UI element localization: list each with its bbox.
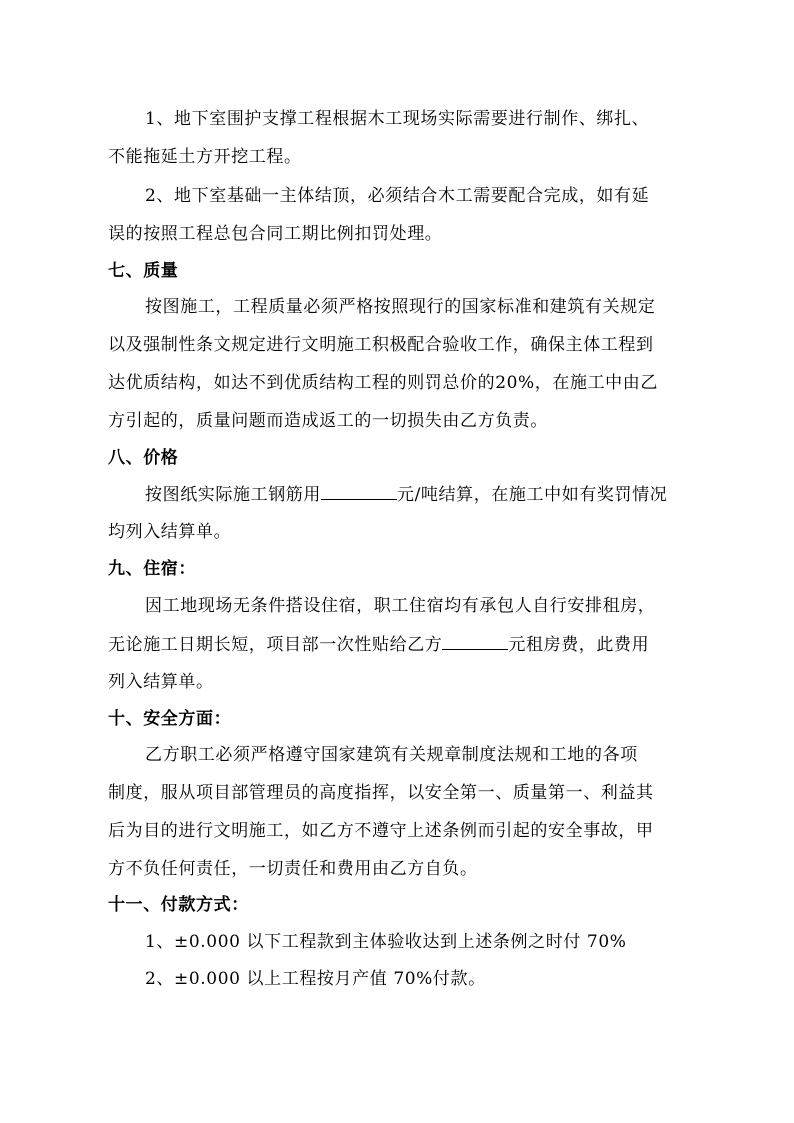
section-10-line-4: 方不负任何责任，一切责任和费用由乙方自负。 [108,859,478,879]
section-7-heading: 七、质量 [108,261,179,281]
section-8-line-1 [145,483,667,506]
section-9-heading: 九、住宿： [108,559,196,579]
price-text-after: 元/吨结算，在施工中如有奖罚情况 [397,485,668,505]
section-10-line-3: 后为目的进行文明施工，如乙方不遵守上述条例而引起的安全事故，甲 [108,821,654,841]
housing-text-after: 元租房费，此费用 [508,635,650,655]
section-10-line-1: 乙方职工必须严格遵守国家建筑有关规章制度法规和工地的各项 [145,745,638,765]
section-11-line-2: 2、±0.000 以上工程按月产值 70%付款。 [145,969,486,989]
section-6-item-2-line-1: 2、地下室基础一主体结顶，必须结合木工需要配合完成，如有延 [145,186,650,206]
section-10-line-2: 制度，服从项目部管理员的高度指挥，以安全第一、质量第一、利益其 [108,783,654,803]
price-text-before: 按图纸实际施工钢筋用 [145,485,321,505]
section-6-item-2-line-2: 误的按照工程总包合同工期比例扣罚处理。 [108,224,443,244]
section-6-item-1-line-1: 1、地下室围护支撑工程根据木工现场实际需要进行制作、绑扎、 [145,109,650,129]
section-9-line-2 [108,633,649,656]
section-6-item-1-line-2: 不能拖延土方开挖工程。 [108,147,302,167]
section-9-line-1: 因工地现场无条件搭设住宿，职工住宿均有承包人自行安排租房， [145,596,656,616]
section-9-line-3: 列入结算单。 [108,672,214,692]
section-10-heading: 十、安全方面： [108,709,232,729]
section-8-line-2: 均列入结算单。 [108,522,232,542]
section-7-line-3: 达优质结构，如达不到优质结构工程的则罚总价的20%，在施工中由乙 [108,373,658,393]
section-7-line-2: 以及强制性条文规定进行文明施工积极配合验收工作，确保主体工程到 [108,335,654,355]
price-blank [321,483,397,500]
section-11-line-1: 1、±0.000 以下工程款到主体验收达到上述条例之时付 70% [145,932,627,952]
section-11-heading: 十一、付款方式： [108,895,249,915]
section-7-line-1: 按图施工，工程质量必须严格按照现行的国家标准和建筑有关规定 [145,297,656,317]
housing-text-before: 无论施工日期长短，项目部一次性贴给乙方 [108,635,443,655]
section-8-heading: 八、价格 [108,448,179,468]
section-7-line-4: 方引起的，质量问题而造成返工的一切损失由乙方负责。 [108,411,548,431]
housing-blank [442,633,508,650]
